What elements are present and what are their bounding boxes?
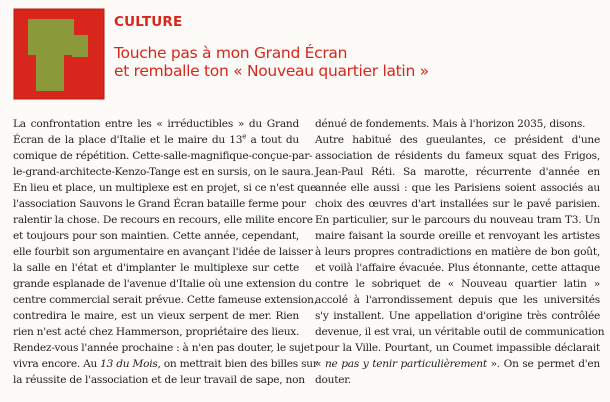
text-line: rien n'est acté chez Hammerson, propriétaire des lieux.	[13, 326, 300, 338]
headline-line-2: et remballe ton « Nouveau quartier latin »	[114, 62, 429, 80]
text-line: la réussite de l'association et de leur travail de sape, non	[13, 374, 305, 386]
text-line: En lieu et place, un multiplexe est en projet, si ce n'est que	[13, 182, 317, 194]
text-line: devenue, il est vrai, un véritable outil de communication	[315, 326, 605, 338]
headline-line-1: Touche pas à mon Grand Écran	[114, 44, 348, 62]
text-line: maire faisant la sourde oreille et renvoyant les artistes	[315, 230, 600, 242]
text-line: vivra encore. Au 13 du Mois, on mettrait bien des billes sur	[13, 358, 318, 370]
article-column-right	[315, 116, 605, 388]
text-line: le-grand-architecte-Kenzo-Tange est en sursis, on le saura.	[13, 166, 314, 178]
text-line: comique de répétition. Cette-salle-magnifique-conçue-par-	[13, 150, 313, 162]
text-line: et voilà l'affaire évacuée. Plus étonnante, cette attaque	[315, 262, 600, 274]
text-line: et toujours pour son maintien. Cette année, cependant,	[13, 230, 299, 242]
section-label: CULTURE	[114, 14, 183, 30]
text-line: pour la Ville. Pourtant, un Coumet impassible déclarait	[315, 342, 600, 354]
text-line: centre commercial serait prévue. Cette fameuse extension,	[13, 294, 317, 306]
text-line: choix des œuvres d'art installées sur le pavé parisien.	[315, 198, 600, 210]
article-headline	[114, 44, 574, 80]
text-line: l'association Sauvons le Grand Écran bataille ferme pour	[13, 198, 306, 210]
text-line: ralentir la chose. De recours en recours, elle milite encore	[13, 214, 313, 226]
text-line: Autre habitué des gueulantes, ce président d'une	[315, 134, 600, 146]
text-line: elle fourbit son argumentaire en avançant l'idée de laisser	[13, 246, 313, 258]
text-line: accolé à l'arrondissement depuis que les universités	[315, 294, 600, 306]
text-line: la salle en l'état et d'implanter le multiplexe sur cette	[13, 262, 299, 274]
text-line: Rendez-vous l'année prochaine : à n'en pas douter, le sujet	[13, 342, 314, 354]
text-line: année elle aussi : que les Parisiens soient associés au	[315, 182, 600, 194]
text-line: à leurs propres contradictions en matière de bon goût,	[315, 246, 600, 258]
text-line: Jean-Paul Réti. Sa marotte, récurrente d'année en	[315, 166, 600, 178]
text-line: La confrontation entre les « irréductibles » du Grand	[13, 118, 299, 130]
culture-logo-icon	[14, 9, 104, 99]
text-line: grande esplanade de l'avenue d'Italie où une extension du	[13, 278, 312, 290]
text-line: Écran de la place d'Italie et le maire du 13e a tout du	[13, 132, 299, 146]
text-line: association de résidents du fameux squat des Frigos,	[315, 150, 600, 162]
text-line: contredira le maire, est un vieux serpent de mer. Rien	[13, 310, 299, 322]
text-line: dénué de fondements. Mais à l'horizon 2035, disons.	[315, 118, 586, 130]
article-column-left	[13, 116, 318, 388]
text-line: « ne pas y tenir particulièrement ». On se permet d'en	[315, 358, 600, 370]
text-line: douter.	[315, 374, 352, 386]
text-line: contre le sobriquet de « Nouveau quartier latin »	[315, 278, 600, 290]
text-line: En particulier, sur le parcours du nouveau tram T3. Un	[315, 214, 600, 226]
text-line: s'y installent. Une appellation d'origine très contrôlée	[315, 310, 600, 322]
